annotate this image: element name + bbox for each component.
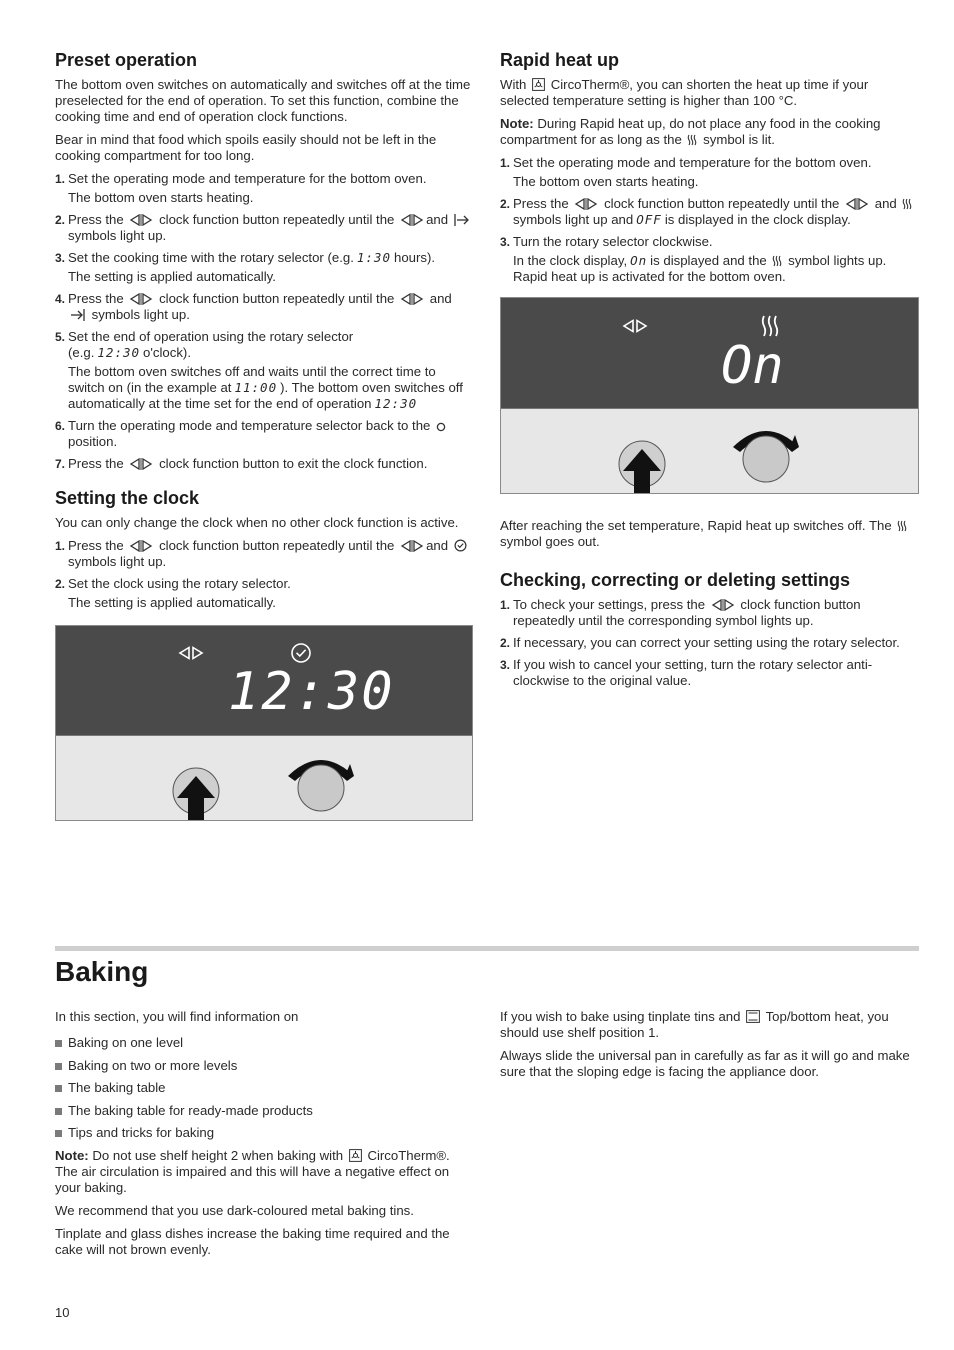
circotherm-icon bbox=[349, 1149, 362, 1162]
preset-operation-heading: Preset operation bbox=[55, 50, 198, 70]
list-item: The baking table bbox=[55, 1080, 473, 1096]
rotary-selector-knob[interactable] bbox=[729, 417, 803, 485]
rapid-heat-up-icon bbox=[902, 198, 912, 210]
rapid-display-digits: On bbox=[721, 336, 784, 396]
preset-intro-2: Bear in mind that food which spoils easily should not be left in the cooking compartment for too long. bbox=[55, 132, 437, 163]
clock-function-button-icon bbox=[400, 540, 424, 552]
rapid-heat-up-heading: Rapid heat up bbox=[500, 50, 620, 70]
baking-heading: Baking bbox=[55, 956, 149, 987]
preset-intro-1: The bottom oven switches on automatically and switches off at the time preselected for the end of operation. To set this function, combine the cooking time and end of operation clock functions. bbox=[55, 77, 471, 124]
preset-steps bbox=[55, 171, 473, 472]
clock-function-button-icon bbox=[129, 293, 153, 305]
rapid-intro: With CircoTherm®, you can shorten the heat up time if your selected temperature setting is higher than 100 °C. bbox=[500, 77, 869, 108]
baking-note: Note: Do not use shelf height 2 when baking with CircoTherm®. The air circulation is impaired and this will have a negative effect on your baking. bbox=[55, 1147, 450, 1195]
rapid-after-text: After reaching the set temperature, Rapid heat up switches off. The symbol goes out. bbox=[500, 518, 919, 550]
baking-intro: In this section, you will find information on bbox=[55, 1009, 299, 1024]
segment-display-value: 11:00 bbox=[234, 380, 278, 395]
clock-function-button-icon bbox=[574, 198, 598, 210]
clock-intro: You can only change the clock when no other clock function is active. bbox=[55, 515, 459, 530]
list-item: The baking table for ready-made products bbox=[55, 1103, 473, 1119]
checking-step-1: 1. To check your settings, press the clock function button repeatedly until the corresponding symbol lights up. bbox=[500, 597, 861, 628]
clock-steps bbox=[55, 538, 473, 611]
list-item: Tips and tricks for baking bbox=[55, 1125, 473, 1141]
rapid-heat-up-icon bbox=[761, 314, 779, 338]
step-result: The setting is applied automatically. bbox=[68, 269, 276, 284]
clock-function-symbol-icon bbox=[178, 646, 204, 660]
list-item: Baking on two or more levels bbox=[55, 1058, 473, 1074]
clock-function-button-icon bbox=[129, 540, 153, 552]
rapid-heat-up-icon bbox=[772, 255, 782, 267]
left-column bbox=[55, 50, 473, 821]
preset-step-4: 4. Press the clock function button repeatedly until the and symbols light up. bbox=[55, 291, 452, 322]
preset-step-6: 6. Turn the operating mode and temperature selector back to the position. bbox=[55, 418, 473, 450]
rapid-step-3: 3. Turn the rotary selector clockwise. In the clock display, On is displayed and the symbol lights up. Rapid heat up is activated for the bottom oven. bbox=[500, 234, 919, 285]
segment-display-value: On bbox=[630, 253, 648, 268]
checking-step-3: 3. If you wish to cancel your setting, turn the rotary selector anti-clockwise to the original value. bbox=[500, 657, 873, 688]
circotherm-icon bbox=[532, 78, 545, 91]
clock-step-1: 1. Press the clock function button repeatedly until the and symbols light up. bbox=[55, 538, 473, 570]
clock-function-symbol-icon bbox=[622, 319, 648, 333]
rapid-step-2: 2. Press the clock function button repeatedly until the and symbols light up and OFF is displayed in the clock display. bbox=[500, 196, 919, 228]
rapid-note: Note: During Rapid heat up, do not place any food in the cooking compartment for as long as the symbol is lit. bbox=[500, 116, 881, 147]
control-panel bbox=[501, 408, 918, 493]
rapid-heat-up-figure bbox=[500, 297, 919, 494]
baking-paragraph: We recommend that you use dark-coloured metal baking tins. bbox=[55, 1202, 414, 1218]
checking-steps bbox=[500, 597, 919, 689]
baking-topics-list bbox=[55, 1035, 473, 1141]
list-item: Baking on one level bbox=[55, 1035, 473, 1051]
baking-paragraph: Tinplate and glass dishes increase the baking time required and the cake will not brown evenly. bbox=[55, 1225, 450, 1257]
clock-time-icon bbox=[290, 642, 312, 664]
clock-step-2: 2. Set the clock using the rotary selector. The setting is applied automatically. bbox=[55, 576, 473, 611]
cooking-time-icon bbox=[454, 214, 470, 226]
end-of-operation-icon bbox=[70, 309, 86, 321]
checking-step-2: 2. If necessary, you can correct your setting using the rotary selector. bbox=[500, 635, 900, 650]
control-panel bbox=[56, 735, 472, 820]
step-result: The bottom oven starts heating. bbox=[513, 174, 699, 189]
clock-function-button-icon bbox=[711, 599, 735, 611]
segment-display-value: 12:30 bbox=[374, 396, 418, 411]
clock-setting-figure bbox=[55, 625, 473, 821]
step-result: The setting is applied automatically. bbox=[68, 595, 276, 610]
rapid-display-panel bbox=[501, 298, 918, 408]
baking-paragraph: Always slide the universal pan in carefully as far as it will go and make sure that the sloping edge is facing the appliance door. bbox=[500, 1048, 910, 1079]
clock-function-button-icon bbox=[129, 458, 153, 470]
baking-right-column bbox=[500, 1009, 919, 1087]
baking-left-column bbox=[55, 1009, 473, 1265]
right-column bbox=[500, 50, 919, 695]
baking-paragraph: If you wish to bake using tinplate tins and Top/bottom heat, you should use shelf position 1. bbox=[500, 1009, 889, 1040]
segment-display-value: 1:30 bbox=[356, 250, 391, 265]
clock-function-button-icon bbox=[845, 198, 869, 210]
preset-step-3: 3. Set the cooking time with the rotary selector (e.g. 1:30 hours). The setting is applied automatically. bbox=[55, 250, 473, 285]
rotary-selector-knob[interactable] bbox=[284, 746, 358, 814]
rapid-step-1: 1. Set the operating mode and temperature for the bottom oven. The bottom oven starts heating. bbox=[500, 155, 919, 190]
off-position-icon bbox=[436, 422, 446, 432]
rapid-steps bbox=[500, 155, 919, 285]
segment-display-value: 12:30 bbox=[97, 345, 141, 360]
top-bottom-heat-icon bbox=[746, 1010, 760, 1023]
press-arrow-icon bbox=[623, 449, 661, 494]
rapid-heat-up-icon bbox=[897, 520, 907, 532]
preset-step-7: 7. Press the clock function button to exit the clock function. bbox=[55, 456, 428, 471]
step-result: In the clock display, On is displayed and the symbol lights up. Rapid heat up is activated for the bottom oven. bbox=[513, 253, 887, 284]
preset-step-1: 1. Set the operating mode and temperature for the bottom oven. The bottom oven starts heating. bbox=[55, 171, 473, 206]
page-number: 10 bbox=[55, 1305, 70, 1320]
rapid-heat-up-icon bbox=[687, 134, 697, 146]
clock-function-button-icon bbox=[400, 214, 424, 226]
step-result: The bottom oven starts heating. bbox=[68, 190, 254, 205]
clock-display-digits: 12:30 bbox=[228, 662, 395, 722]
preset-step-5: 5. Set the end of operation using the rotary selector (e.g. 12:30 o'clock). The bottom oven switches off and waits until the correct time to switch on (in the example at 11:00 ). The bottom oven switches off automatically at the time set for the end of operation 12:30 bbox=[55, 329, 473, 412]
preset-step-2: 2. Press the clock function button repeatedly until the and symbols light up. bbox=[55, 212, 473, 244]
setting-clock-heading: Setting the clock bbox=[55, 488, 200, 508]
clock-time-icon bbox=[454, 539, 467, 552]
section-divider bbox=[55, 946, 919, 951]
clock-display-panel bbox=[56, 626, 472, 735]
clock-function-button-icon bbox=[400, 293, 424, 305]
clock-function-button-icon bbox=[129, 214, 153, 226]
step-result: The bottom oven switches off and waits until the correct time to switch on (in the example at 11:00 ). The bottom oven switches off automatically at the time set for the end of operation 12:30 bbox=[68, 364, 463, 411]
checking-settings-heading: Checking, correcting or deleting settings bbox=[500, 570, 851, 590]
segment-display-value: OFF bbox=[636, 212, 662, 227]
press-arrow-icon bbox=[177, 776, 215, 821]
